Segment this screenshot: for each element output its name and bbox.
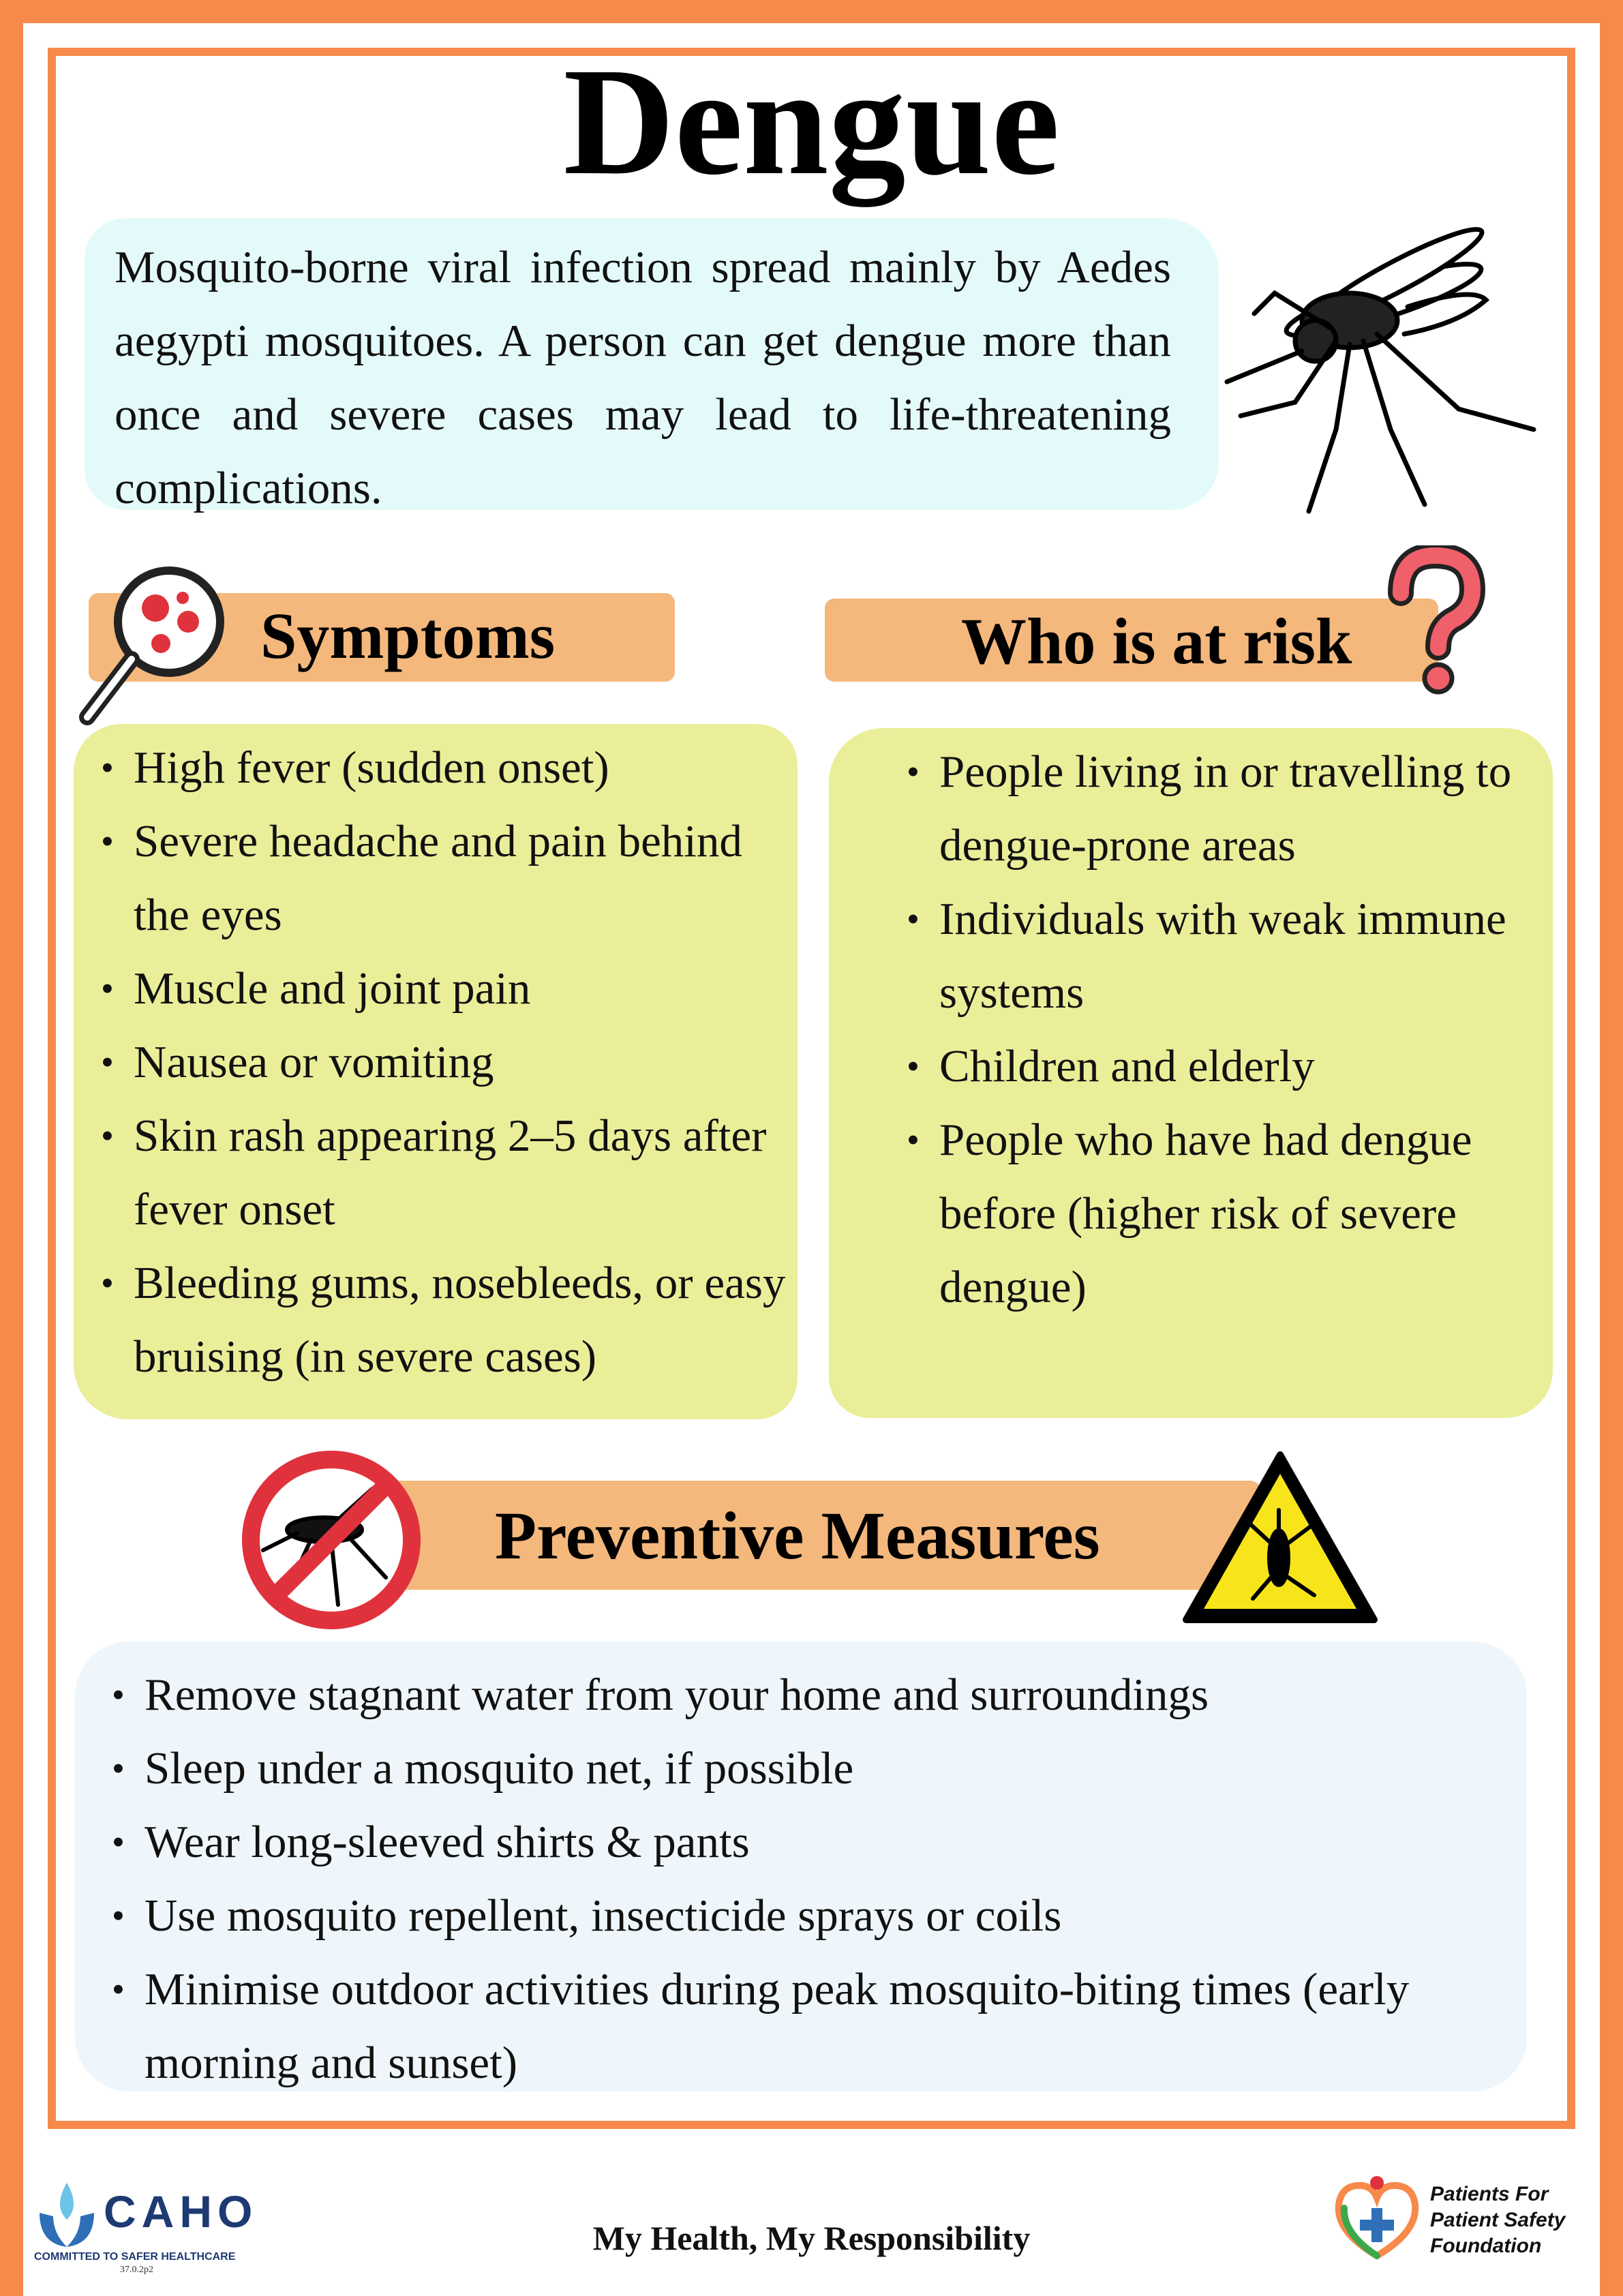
- list-item: • People living in or travelling to dengue-prone areas: [898, 735, 1526, 882]
- footer-tagline: My Health, My Responsibility: [592, 2219, 1031, 2257]
- ppsf-line3: Foundation: [1430, 2235, 1542, 2257]
- ppsf-logo-text: [1430, 2181, 1565, 2259]
- question-mark-icon: [1384, 545, 1486, 695]
- no-mosquito-icon: [236, 1448, 427, 1632]
- symptoms-heading: Symptoms: [260, 599, 556, 672]
- caho-logo-name: CAHO: [104, 2186, 258, 2237]
- list-item: • People who have had dengue before (higher risk of severe dengue): [898, 1103, 1526, 1324]
- magnifier-icon: [74, 560, 230, 731]
- list-item: • High fever (sudden onset): [93, 731, 788, 804]
- list-item: • Bleeding gums, nosebleeds, or easy bruising (in severe cases): [93, 1246, 788, 1393]
- list-item: • Skin rash appearing 2–5 days after fever onset: [93, 1099, 788, 1246]
- risk-heading: Who is at risk: [961, 605, 1352, 678]
- ppsf-line1: Patients For: [1430, 2183, 1549, 2205]
- list-item: • Sleep under a mosquito net, if possible: [104, 1732, 1508, 1805]
- list-item: • Children and elderly: [898, 1029, 1526, 1103]
- list-item: • Individuals with weak immune systems: [898, 882, 1526, 1029]
- ppsf-logo-icon: [1329, 2171, 1425, 2266]
- poster-title: Dengue: [563, 36, 1060, 207]
- list-item: • Muscle and joint pain: [93, 952, 788, 1025]
- list-item: • Wear long-sleeved shirts & pants: [104, 1805, 1508, 1879]
- caho-logo-subtitle: COMMITTED TO SAFER HEALTHCARE: [34, 2251, 236, 2263]
- prevention-heading: Preventive Measures: [495, 1498, 1100, 1573]
- list-item: • Remove stagnant water from your home and surroundings: [104, 1658, 1508, 1732]
- ppsf-line2: Patient Safety: [1430, 2209, 1566, 2231]
- intro-text: Mosquito-borne viral infection spread mainly by Aedes aegypti mosquitoes. A person can get dengue more than once and severe cases may lead to life-threatening complications.: [115, 242, 1171, 513]
- mosquito-warning-icon: [1178, 1445, 1382, 1631]
- list-item: • Use mosquito repellent, insecticide sprays or coils: [104, 1879, 1508, 1952]
- list-item: • Minimise outdoor activities during peak mosquito-biting times (early morning and sunset): [104, 1952, 1508, 2100]
- symptoms-list: [93, 731, 788, 1393]
- list-item: • Severe headache and pain behind the eyes: [93, 804, 788, 952]
- risk-list: [898, 735, 1526, 1324]
- prevention-list: [104, 1658, 1508, 2100]
- caho-code: 37.0.2p2: [120, 2265, 153, 2275]
- mosquito-icon: [1213, 205, 1554, 518]
- list-item: • Nausea or vomiting: [93, 1025, 788, 1099]
